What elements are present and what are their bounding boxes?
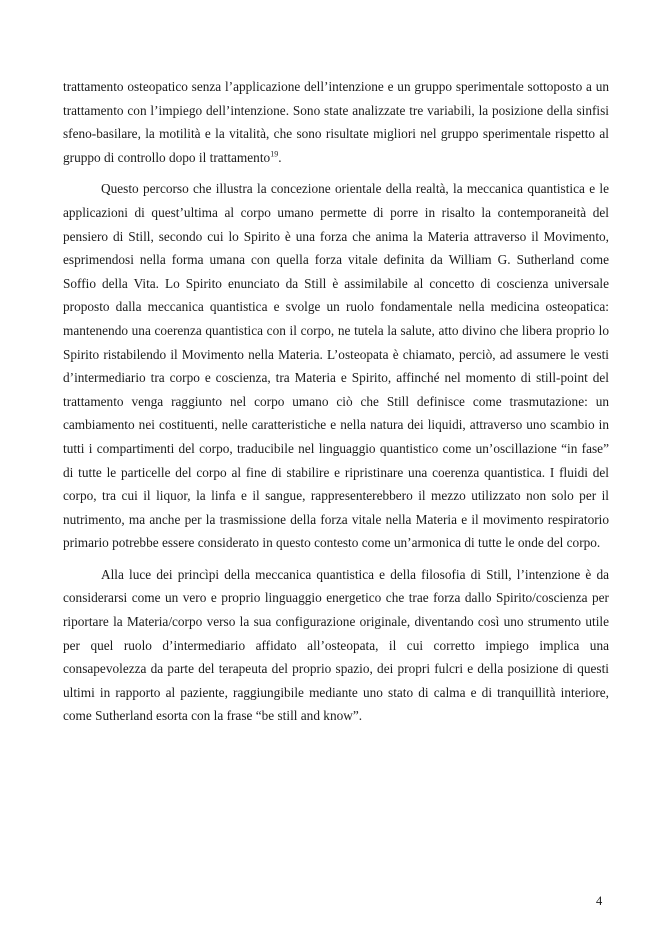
body-text — [63, 75, 609, 728]
paragraph-1 — [63, 75, 609, 169]
page-number: 4 — [596, 894, 603, 908]
paragraph-3: Alla luce dei princìpi della meccanica quantistica e della filosofia di Still, l’intenzione è da considerarsi come un vero e proprio linguaggio energetico che trae forza dallo Spirito/coscienza per riportare la Materia/corpo verso la sua configurazione originale, diventando così uno strumento utile per quel ruolo d’intermediario affidato all’osteopata, il cui corretto impiego implica una consapevolezza da parte del terapeuta del proprio spazio, dei propri fulcri e della posizione di questi ultimi in rapporto al paziente, raggiungibile mediante uno stato di calma e di tranquillità interiore, come Sutherland esorta con la frase “be still and know”. — [63, 566, 609, 724]
paragraph-2: Questo percorso che illustra la concezione orientale della realtà, la meccanica quantistica e le applicazioni di quest’ultima al corpo umano permette di porre in risalto la contemporaneità del pensiero di Still, secondo cui lo Spirito è una forza che anima la Materia attraverso il Movimento, esprimendosi nella forma umana con quella forza vitale definita da William G. Sutherland come Soffio della Vita. Lo Spirito enunciato da Still è assimilabile al concetto di coscienza universale proposto dalla meccanica quantistica e svolge un ruolo fondamentale nella medicina osteopatica: mantenendo una coerenza quantistica con il corpo, ne tutela la salute, atto divino che libera proprio lo Spirito ristabilendo il Movimento nella Materia. L’osteopata è chiamato, perciò, ad assumere le vesti d’intermediario tra corpo e coscienza, tra Materia e Spirito, affinché nel momento di still-point del trattamento venga raggiunto nel corpo umano ciò che Still definisce come trasmutazione: un cambiamento nei costituenti, nelle caratteristiche e nella natura dei liquidi, attraverso uno scambio in tutti i compartimenti del corpo, traducibile nel linguaggio quantistico come un’oscillazione “in fase” di tutte le particelle del corpo al fine di stabilire e ripristinare una coerenza quantistica. I fluidi del corpo, tra cui il liquor, la linfa e il sangue, rappresenterebbero il mezzo utilizzato non solo per il nutrimento, ma anche per la trasmissione della forza vitale nella Materia e il movimento respiratorio primario potrebbe essere considerato in questo contesto come un’armonica di tutte le onde del corpo. — [63, 181, 609, 551]
paragraph-1-text: trattamento osteopatico senza l’applicazione dell’intenzione e un gruppo sperimentale sottoposto a un trattamento con l’impiego dell’intenzione. Sono state analizzate tre variabili, la posizione della sinfisi sfeno-basilare, la motilità e la vitalità, che sono risultate migliori nel gruppo sperimentale rispetto al gruppo di controllo dopo il trattamento — [63, 79, 609, 165]
footnote-reference[interactable]: 19 — [270, 149, 279, 159]
paragraph-1-end: . — [278, 149, 282, 165]
